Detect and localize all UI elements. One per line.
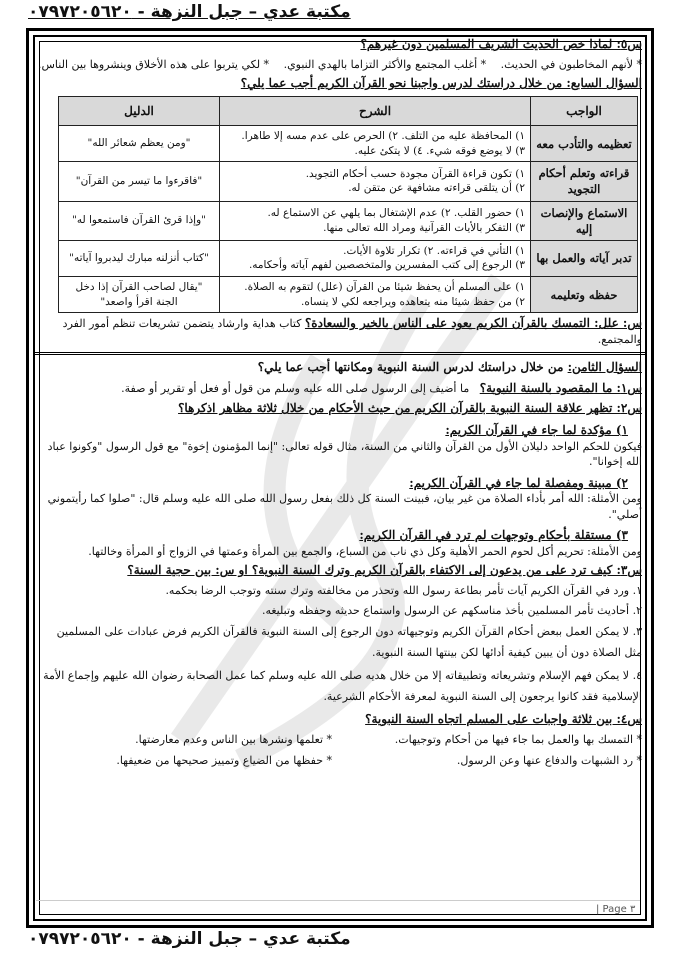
- aspect-title: ١) مؤكدة لما جاء في القرآن الكريم:: [445, 423, 628, 438]
- footer-banner: مكتبة عدي – جبل النزهة - ٠٧٩٧٢٠٥٦٢٠: [28, 929, 351, 949]
- q5-answers: * لأنهم المخاطبون في الحديث. * أغلب المجتمع والأكثر التزاما بالهدي النبوي. * لكي يتربوا على هذه الأخلاق وينشروها بين الناس.: [38, 57, 642, 71]
- section-divider: [34, 352, 646, 355]
- q8-s4: س٤: بين ثلاثة واجبات على المسلم اتجاه السنة النبوية؟: [365, 711, 642, 726]
- aspect-text: ومن الأمثلة: الله أمر بأداء الصلاة من غير بيان، فبينت السنة كل ذلك بفعل رسول الله صلى الله عليه وسلم قال: "صلوا كما رأيتموني أصلي".: [47, 492, 642, 521]
- page-number: | Page ٣: [596, 904, 636, 915]
- document-content: [34, 36, 646, 768]
- list-item: ٢. أحاديث تأمر المسلمين بأخذ مناسكهم عن الرسول واستماع حديثه وحفظه وتبليغه.: [261, 603, 642, 617]
- table-row: الاستماع والإنصات إليه ١) حضور القلب. ٢) عدم الإشتغال بما يلهي عن الاستماع له. ٣) التفكر بالأيات القرآنية ومراد الله تعالى منها. "وإذا قرئ القرآن فاستمعوا له": [59, 201, 638, 240]
- q8-s3: س٣: كيف ترد على من يدعون إلى الاكتفاء بالقرآن الكريم وترك السنة النبوية؟ او س: بين حجية السنة؟: [127, 563, 642, 578]
- footer-rule: [36, 900, 640, 901]
- aspect-text: فيكون للحكم الواحد دليلان الأول من القرآن والثاني من السنة، مثال قوله تعالى: "إنما المؤمنون إخوة" مع قول الرسول "وكونوا عباد الله إخوانا".: [47, 439, 642, 469]
- s4-answers-row: * رد الشبهات والدفاع عنها وعن الرسول. * حفظها من الضياع وتمييز صحيحها من ضعيفها.: [116, 753, 642, 767]
- header-duty: الواجب: [531, 96, 638, 125]
- table-row: حفظه وتعليمه ١) على المسلم أن يحفظ شيئا من القرآن (علل) لتقوم به الصلاة. ٢) من حفظ شيئا منه يتعاهده ويراجعه لكي لا ينساه. "يقال لصاحب القرآن إذا دخل الجنة اقرأ واصعد": [59, 277, 638, 313]
- header-banner: مكتبة عدي – جبل النزهة - ٠٧٩٧٢٠٥٦٢٠: [28, 2, 351, 22]
- table-row: قراءته وتعلم أحكام التجويد ١) تكون قراءة القرآن مجودة حسب أحكام التجويد. ٢) أن يتلقى قراءته مشافهة عن متقن له. "فاقرءوا ما تيسر من القرآن": [59, 162, 638, 201]
- list-item: ٤. لا يمكن فهم الإسلام وتشريعاته وتطبيقاته إلا من خلال هديه صلى الله عليه وسلم كما عمل الصحابة رضوان الله عليهم وإجماع الأمة الإسلامية فقد كانوا يرجعون إلى السنة النبوية لمعرفة الأحكام الشرعية.: [43, 668, 642, 703]
- list-item: ١. ورد في القرآن الكريم آيات تأمر بطاعة رسول الله وتحذر من مخالفته وترك سنته وتوجب الرضا بحكمه.: [165, 584, 642, 598]
- reason-question: س: علل: التمسك بالقرآن الكريم يعود على الناس بالخير والسعادة؟ كتاب هداية وارشاد يتضمن تشريعات تنظم أمور الفرد والمجتمع.: [62, 316, 642, 347]
- q8-s1: س١: ما المقصود بالسنة النبوية؟ ما أضيف إلى الرسول صلى الله عليه وسلم من قول أو فعل أو تقرير أو صفة.: [121, 381, 642, 396]
- header-explanation: الشرح: [220, 96, 531, 125]
- aspect-text: ومن الأمثلة: تحريم أكل لحوم الحمر الأهلية وكل ذي ناب من السباع، والجمع بين المرأة وعمتها في الزواج أو المرأة وخالتها.: [88, 545, 642, 559]
- table-row: تعظيمه والتأدب معه ١) المحافظة عليه من التلف. ٢) الحرص على عدم مسه إلا طاهرا. ٣) لا يوضع فوقه شيء. ٤) لا يتكئ عليه. "ومن يعظم شعائر الله": [59, 125, 638, 161]
- q7-title: السؤال السابع: من خلال دراستك لدرس واجبنا نحو القرآن الكريم أجب عما يلي؟: [240, 76, 642, 91]
- aspect-title: ٢) مبينة ومفصلة لما جاء في القرآن الكريم:: [409, 475, 628, 490]
- s4-answers-row: * التمسك بها والعمل بما جاء فيها من أحكام وتوجيهات. * تعلمها ونشرها بين الناس وعدم معارضتها.: [135, 733, 642, 747]
- list-item: ٣. لا يمكن العمل ببعض أحكام القرآن الكريم وتوجيهاته دون الرجوع إلى السنة النبوية فالقرآن الكريم فرض عبادات على المسلمين مثل الصلاة دون أن يبين كيفية أدائها لكن بينتها السنة النبوية.: [56, 624, 642, 659]
- duties-table: [58, 96, 638, 314]
- table-header-row: [59, 96, 638, 125]
- q8-title: السؤال الثامن: من خلال دراستك لدرس السنة النبوية ومكانتها أجب عما يلي؟: [257, 359, 642, 374]
- table-row: تدبر آياته والعمل بها ١) التأني في قراءته. ٢) تكرار تلاوة الأيات. ٣) الرجوع إلى كتب المفسرين والمتخصصين لفهم آياته وأحكامه. "كتاب أنزلنه مبارك ليدبروا آياته": [59, 240, 638, 276]
- q5-question: س٥: لماذا خص الحديث الشريف المسلمين دون غيرهم؟: [360, 37, 642, 51]
- aspect-title: ٣) مستقلة بأحكام وتوجهات لم ترد في القرآن الكريم:: [359, 528, 628, 543]
- q8-s2: س٢: تظهر علاقة السنة النبوية بالقرآن الكريم من حيث الأحكام من خلال ثلاثة مظاهر اذكرها؟: [178, 401, 642, 416]
- header-proof: الدليل: [59, 96, 220, 125]
